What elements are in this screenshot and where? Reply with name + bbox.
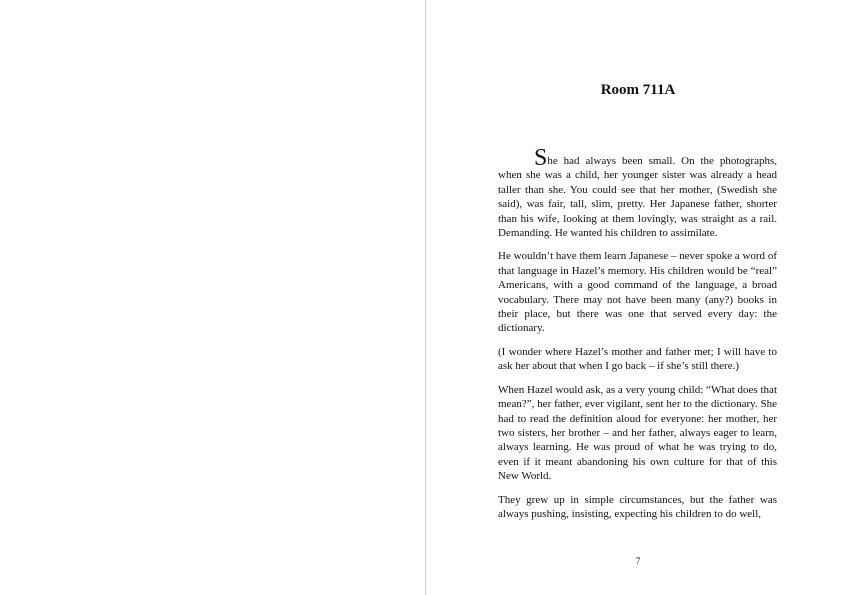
paragraph-1: [498, 145, 777, 240]
initial-letter: S: [534, 145, 548, 171]
paragraph-4: When Hazel would ask, as a very young child: “What does that mean?”, her father, ever vigilant, sent her to the dictionary. She had to read the definition aloud for everyone: her mother, her two sisters, her brother – and her father, always eager to learn, always learning. He was proud of what he was trying to do, even if it meant abandoning his own culture for that of this New World.: [498, 383, 777, 483]
page-number: 7: [635, 556, 641, 566]
right-page: [426, 0, 850, 595]
chapter-body: [498, 145, 777, 530]
paragraph-3: (I wonder where Hazel’s mother and father met; I will have to ask her about that when I go back – if she’s still there.): [498, 345, 777, 373]
chapter-title: Room 711A: [600, 82, 676, 98]
paragraph-1-text: he had always been small. On the photographs, when she was a child, her younger sister was already a head taller than she. You could see that her mother, (Swedish she said), was fair, tall, slim, pretty. Her Japanese father, shorter than his wife, looking at them lovingly, was straight as a rail. Demanding. He wanted his children to assimilate.: [498, 155, 777, 240]
paragraph-2: He wouldn’t have them learn Japanese – never spoke a word of that language in Hazel’s memory. His children would be “real” Americans, with a good command of the language, a broad vocabulary. There may not have been many (any?) books in their place, but there was one that served every day: the dictionary.: [498, 250, 777, 335]
paragraph-5: They grew up in simple circumstances, but the father was always pushing, insisting, expecting his children to do well,: [498, 493, 777, 520]
